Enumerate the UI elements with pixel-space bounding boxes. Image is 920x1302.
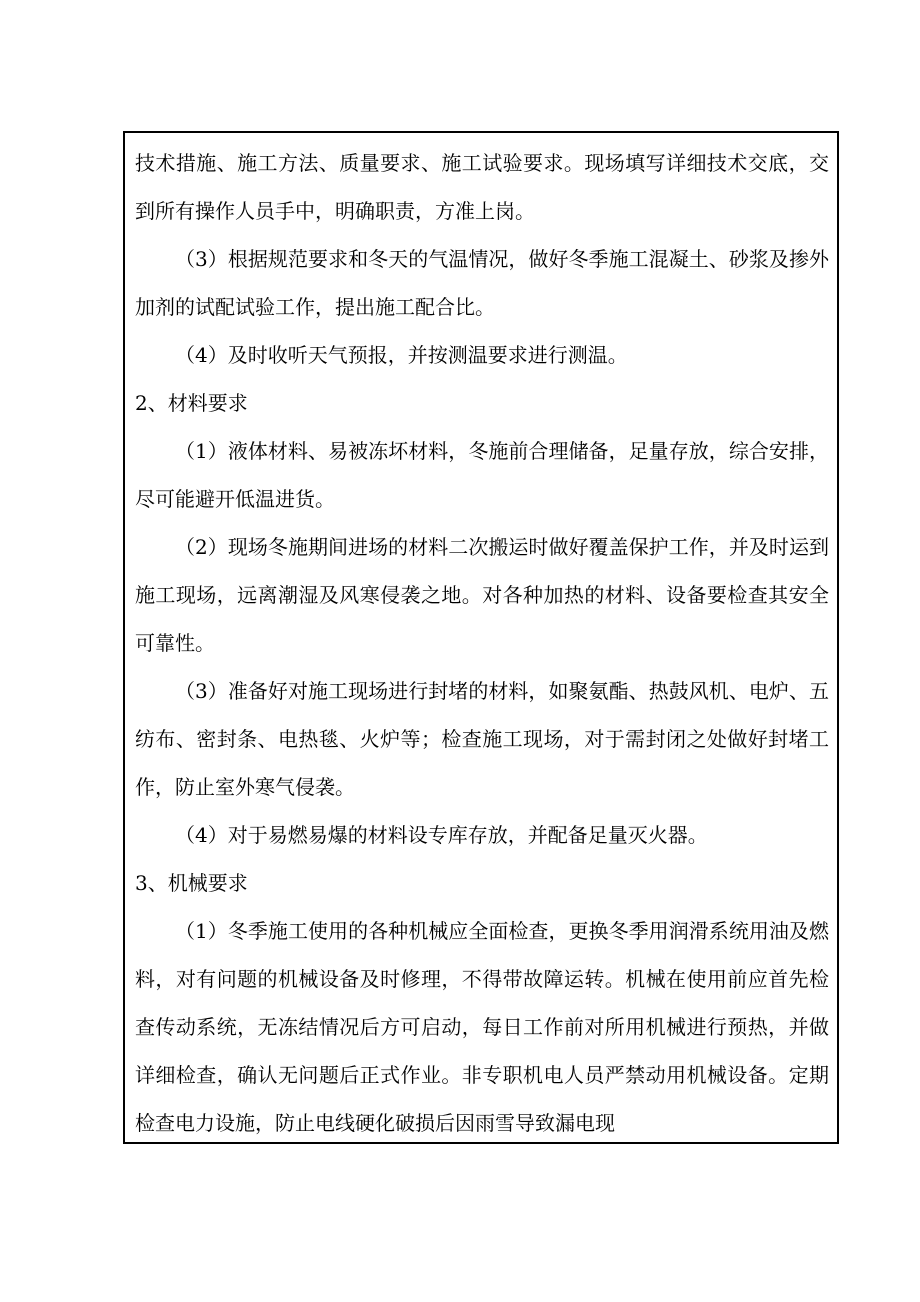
- paragraph-item-3-mix-trial: （3）根据规范要求和冬天的气温情况，做好冬季施工混凝土、砂浆及掺外加剂的试配试验工作，提出施工配合比。: [135, 247, 829, 319]
- document-frame: [123, 131, 839, 1144]
- section-heading-machinery: 3、机械要求: [135, 871, 248, 895]
- paragraph-machinery-1: （1）冬季施工使用的各种机械应全面检查，更换冬季用润滑系统用油及燃料，对有问题的机械设备及时修理，不得带故障运转。机械在使用前应首先检查传动系统，无冻结情况后方可启动，每日工作前对所用机械进行预热，并做详细检查，确认无问题后正式作业。非专职机电人员严禁动用机械设备。定期检查电力设施，防止电线硬化破损后因雨雪导致漏电现: [135, 919, 829, 1135]
- paragraph-item-4-weather: （4）及时收听天气预报，并按测温要求进行测温。: [175, 343, 628, 367]
- paragraph-materials-4: （4）对于易燃易爆的材料设专库存放，并配备足量灭火器。: [175, 823, 708, 847]
- paragraph-materials-1: （1）液体材料、易被冻坏材料，冬施前合理储备，足量存放，综合安排，尽可能避开低温进货。: [135, 439, 829, 511]
- section-heading-materials: 2、材料要求: [135, 391, 248, 415]
- paragraph-materials-3: （3）准备好对施工现场进行封堵的材料，如聚氨酯、热鼓风机、电炉、五纺布、密封条、电热毯、火炉等；检查施工现场，对于需封闭之处做好封堵工作，防止室外寒气侵袭。: [135, 679, 829, 799]
- paragraph-materials-2: （2）现场冬施期间进场的材料二次搬运时做好覆盖保护工作，并及时运到施工现场，远离潮湿及风寒侵袭之地。对各种加热的材料、设备要检查其安全可靠性。: [135, 535, 829, 655]
- paragraph-continuation: 技术措施、施工方法、质量要求、施工试验要求。现场填写详细技术交底，交到所有操作人员手中，明确职责，方准上岗。: [135, 151, 829, 223]
- document-body: [135, 139, 829, 1144]
